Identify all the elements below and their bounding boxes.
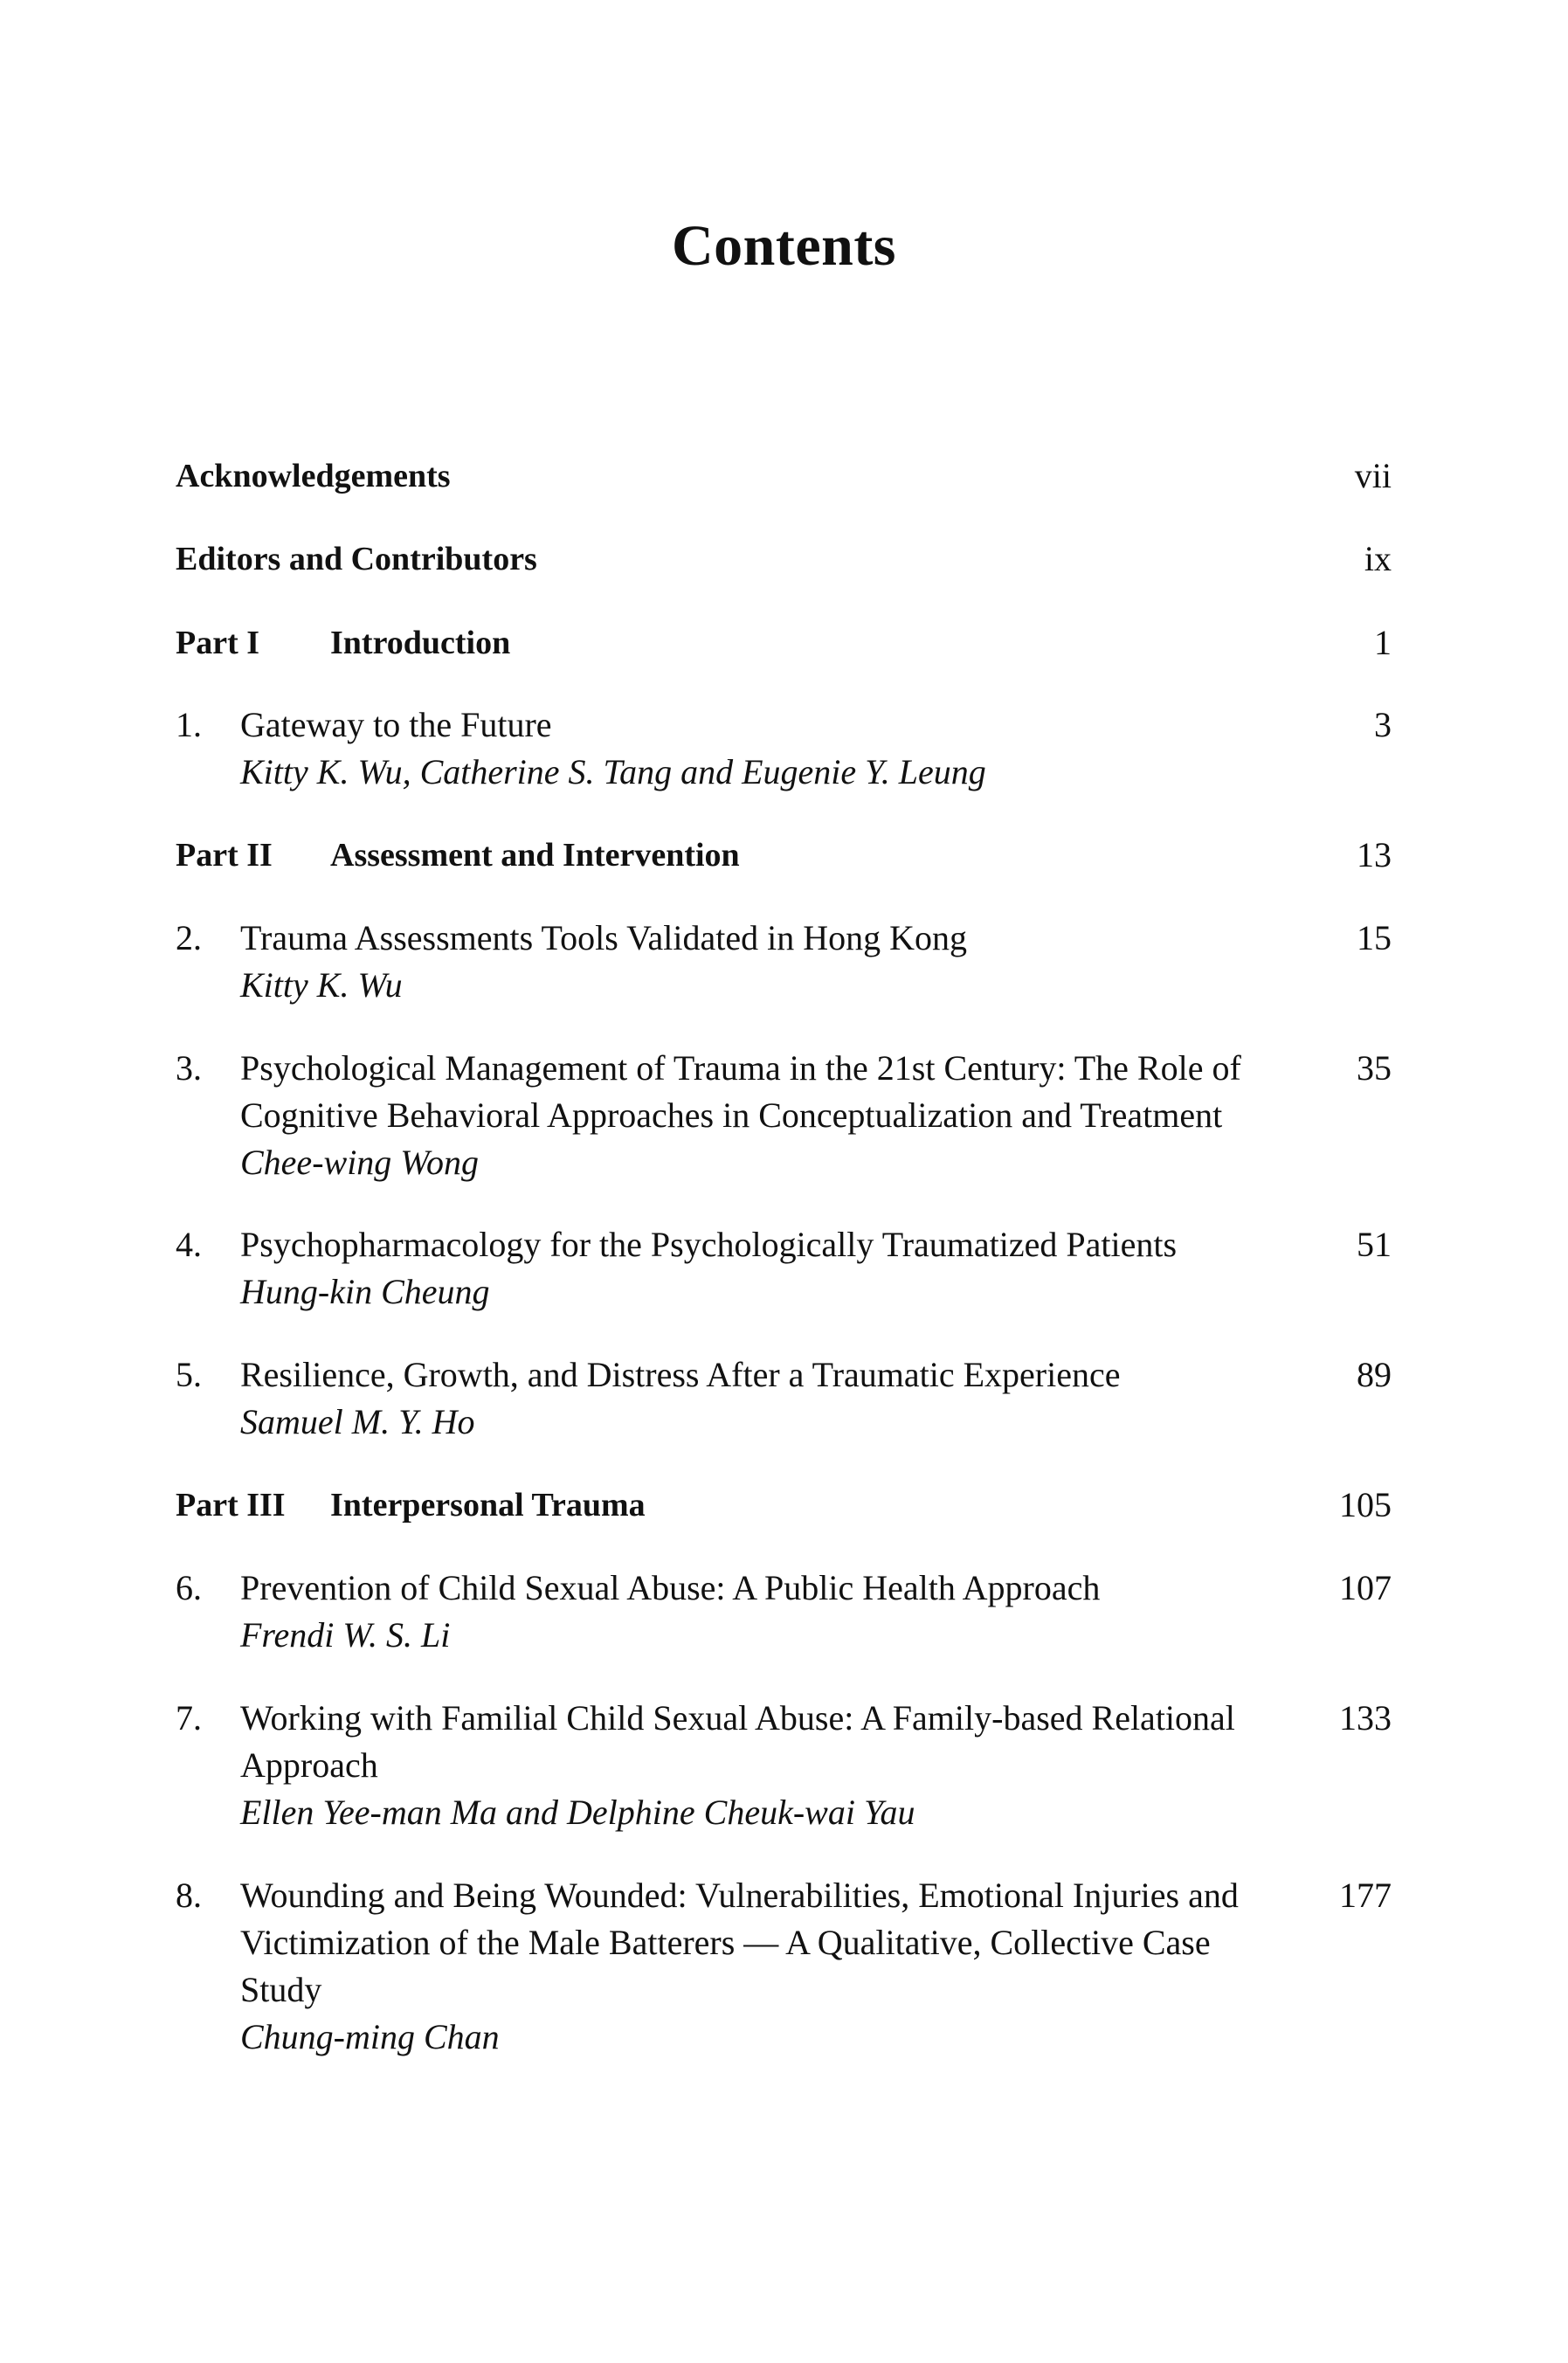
chapter-number: 6. <box>176 1568 202 1607</box>
chapter-body <box>240 915 1297 1009</box>
chapter-number: 3. <box>176 1048 202 1088</box>
toc-page-number: 1 <box>1374 623 1392 662</box>
chapter-title-line: Trauma Assessments Tools Validated in Hong Kong <box>240 918 968 957</box>
chapter-title-line: Approach <box>240 1745 378 1785</box>
toc-part-title: Interpersonal Trauma <box>330 1487 646 1524</box>
chapter-title-line: Psychological Management of Trauma in the 21st Century: The Role of <box>240 1048 1241 1088</box>
chapter-number: 5. <box>176 1355 202 1394</box>
chapter-author: Kitty K. Wu, Catherine S. Tang and Eugenie Y. Leung <box>240 752 986 791</box>
chapter-title-line: Psychopharmacology for the Psychologically Traumatized Patients <box>240 1225 1178 1264</box>
toc-entry-label: Editors and Contributors <box>176 541 537 577</box>
chapter-title-line: Cognitive Behavioral Approaches in Conceptualization and Treatment <box>240 1095 1223 1135</box>
toc-page-number: 15 <box>1357 918 1392 957</box>
toc-entry-label: Acknowledgements <box>176 458 451 494</box>
chapter-author: Samuel M. Y. Ho <box>240 1402 475 1441</box>
chapter-number: 4. <box>176 1225 202 1264</box>
toc-page-number: 89 <box>1357 1355 1392 1394</box>
toc-page-number: vii <box>1354 456 1392 495</box>
chapter-body <box>240 1221 1297 1316</box>
chapter-title-line: Victimization of the Male Batterers — A Qualitative, Collective Case <box>240 1923 1211 1962</box>
toc-page-number: 177 <box>1339 1876 1392 1915</box>
chapter-author: Chee-wing Wong <box>240 1143 479 1182</box>
toc-page-number: 133 <box>1339 1698 1392 1738</box>
chapter-body <box>240 1565 1297 1659</box>
chapter-title-line: Resilience, Growth, and Distress After a Traumatic Experience <box>240 1355 1121 1394</box>
chapter-author: Hung-kin Cheung <box>240 1272 490 1311</box>
toc-part-title: Introduction <box>330 625 511 661</box>
chapter-title-line: Gateway to the Future <box>240 705 552 744</box>
chapter-author: Frendi W. S. Li <box>240 1615 451 1655</box>
chapter-body <box>240 1872 1297 2061</box>
chapter-body <box>240 1045 1297 1186</box>
toc-page-number: 107 <box>1339 1568 1392 1607</box>
toc-page-number: 51 <box>1357 1225 1392 1264</box>
chapter-number: 7. <box>176 1698 202 1738</box>
toc-part-label: Part I <box>176 625 260 661</box>
chapter-author: Ellen Yee-man Ma and Delphine Cheuk-wai Yau <box>240 1793 915 1832</box>
toc-part-title: Assessment and Intervention <box>330 837 740 874</box>
toc-page-number: 35 <box>1357 1048 1392 1088</box>
chapter-body <box>240 701 1297 796</box>
chapter-body <box>240 1695 1297 1836</box>
chapter-title-line: Working with Familial Child Sexual Abuse: A Family-based Relational <box>240 1698 1235 1738</box>
chapter-author: Chung-ming Chan <box>240 2017 500 2056</box>
chapter-body <box>240 1351 1297 1446</box>
toc-page-number: 13 <box>1357 835 1392 874</box>
chapter-title-line: Prevention of Child Sexual Abuse: A Public Health Approach <box>240 1568 1101 1607</box>
toc-part-label: Part II <box>176 837 273 874</box>
chapter-number: 8. <box>176 1876 202 1915</box>
toc-part-label: Part III <box>176 1487 286 1524</box>
chapter-title-line: Wounding and Being Wounded: Vulnerabilities, Emotional Injuries and <box>240 1876 1239 1915</box>
toc-page-number: 3 <box>1374 705 1392 744</box>
page-title: Contents <box>671 214 896 278</box>
chapter-title-line: Study <box>240 1970 322 2009</box>
chapter-author: Kitty K. Wu <box>240 965 403 1005</box>
toc-page-number: 105 <box>1339 1485 1392 1524</box>
toc-page-number: ix <box>1364 539 1392 578</box>
chapter-number: 1. <box>176 705 202 744</box>
chapter-number: 2. <box>176 918 202 957</box>
